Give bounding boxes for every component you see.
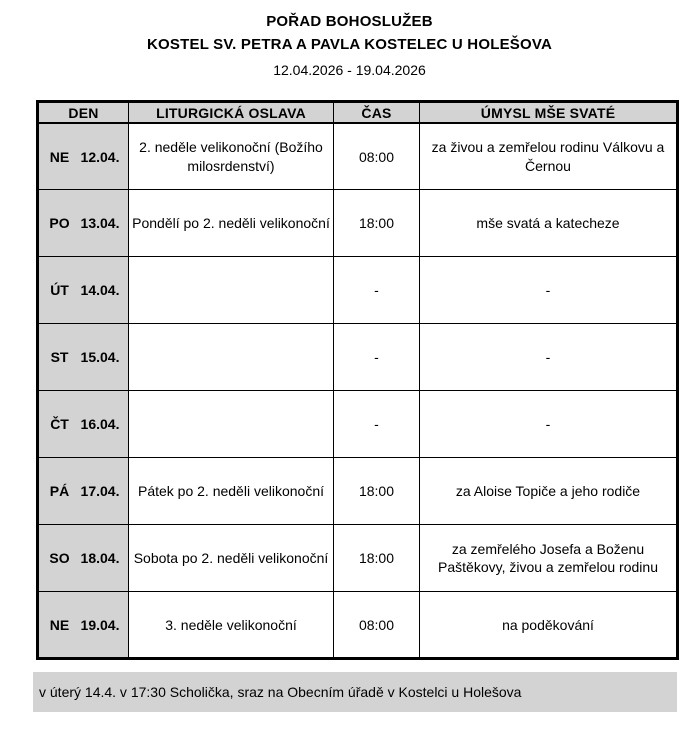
time-cell: 18:00	[334, 458, 420, 525]
day-cell	[38, 458, 129, 525]
day-cell	[38, 592, 129, 659]
day-abbr: ČT	[50, 416, 69, 433]
day-date: 14.04.	[80, 282, 120, 299]
table-row	[38, 592, 678, 659]
day-date: 18.04.	[80, 550, 120, 567]
column-header-time: ČAS	[334, 102, 420, 123]
column-header-celebration: LITURGICKÁ OSLAVA	[129, 102, 334, 123]
table-row	[38, 123, 678, 190]
column-header-day: DEN	[38, 102, 129, 123]
day-date: 16.04.	[80, 416, 120, 433]
announcement-note	[33, 672, 677, 712]
time-cell: 08:00	[334, 123, 420, 190]
page-header	[0, 0, 699, 79]
table-row	[38, 257, 678, 324]
table-row	[38, 190, 678, 257]
day-abbr: PO	[49, 215, 70, 232]
day-abbr: SO	[49, 550, 70, 567]
day-abbr: PÁ	[49, 483, 70, 500]
time-cell: 18:00	[334, 525, 420, 592]
time-cell: -	[334, 391, 420, 458]
day-date: 17.04.	[80, 483, 120, 500]
table-row	[38, 525, 678, 592]
time-cell: -	[334, 324, 420, 391]
intention-cell: za živou a zemřelou rodinu Válkovu a Černou	[420, 123, 678, 190]
day-cell	[38, 123, 129, 190]
celebration-cell	[129, 391, 334, 458]
intention-cell: -	[420, 324, 678, 391]
announcement-text: v úterý 14.4. v 17:30 Scholička, sraz na Obecním úřadě v Kostelci u Holešova	[39, 684, 522, 700]
day-date: 15.04.	[80, 349, 120, 366]
day-cell	[38, 324, 129, 391]
day-date: 13.04.	[80, 215, 120, 232]
day-abbr: ST	[50, 349, 69, 366]
celebration-cell	[129, 324, 334, 391]
day-cell	[38, 525, 129, 592]
intention-cell: -	[420, 391, 678, 458]
intention-cell: -	[420, 257, 678, 324]
column-header-intention: ÚMYSL MŠE SVATÉ	[420, 102, 678, 123]
date-range: 12.04.2026 - 19.04.2026	[273, 61, 426, 78]
mass-schedule-table	[36, 100, 679, 660]
intention-cell: na poděkování	[420, 592, 678, 659]
time-cell: 08:00	[334, 592, 420, 659]
intention-cell: za Aloise Topiče a jeho rodiče	[420, 458, 678, 525]
celebration-cell: Sobota po 2. neděli velikonoční	[129, 525, 334, 592]
celebration-cell	[129, 257, 334, 324]
time-cell: 18:00	[334, 190, 420, 257]
day-cell	[38, 190, 129, 257]
time-cell: -	[334, 257, 420, 324]
day-cell	[38, 391, 129, 458]
intention-cell: za zemřelého Josefa a Boženu Paštěkovy, živou a zemřelou rodinu	[420, 525, 678, 592]
table-row	[38, 324, 678, 391]
table-header-row	[38, 102, 678, 123]
church-name: KOSTEL SV. PETRA A PAVLA KOSTELEC U HOLEŠOVA	[147, 36, 552, 54]
celebration-cell: Pondělí po 2. neděli velikonoční	[129, 190, 334, 257]
day-date: 19.04.	[80, 616, 120, 633]
day-abbr: NE	[49, 616, 70, 633]
table-row	[38, 391, 678, 458]
day-date: 12.04.	[80, 148, 120, 165]
table-row	[38, 458, 678, 525]
celebration-cell: 3. neděle velikonoční	[129, 592, 334, 659]
day-cell	[38, 257, 129, 324]
celebration-cell: 2. neděle velikonoční (Božího milosrdenství)	[129, 123, 334, 190]
intention-cell: mše svatá a katecheze	[420, 190, 678, 257]
page-title: POŘAD BOHOSLUŽEB	[266, 13, 433, 30]
day-abbr: ÚT	[50, 282, 69, 299]
day-abbr: NE	[49, 148, 70, 165]
celebration-cell: Pátek po 2. neděli velikonoční	[129, 458, 334, 525]
